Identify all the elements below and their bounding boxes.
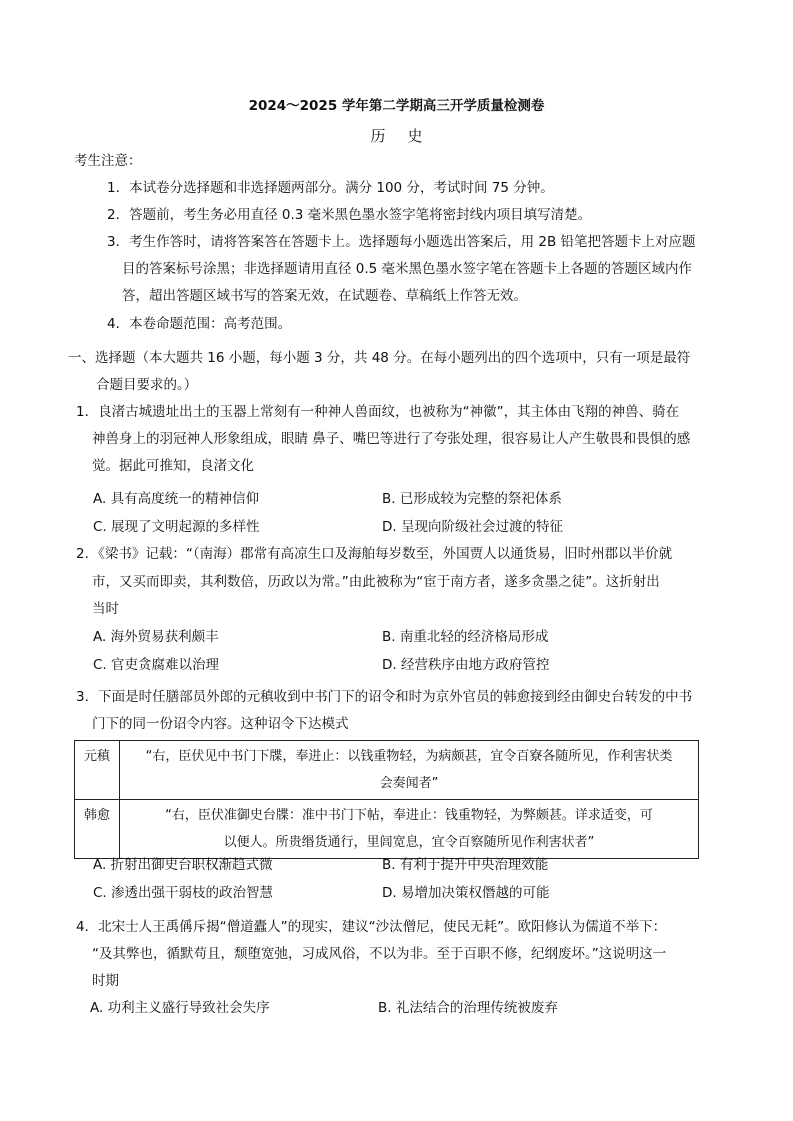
table-cell-name: 韩愈 <box>75 800 120 859</box>
section-heading: 一、选择题（本大题共 16 小题，每小题 3 分，共 48 分。在每小题列出的四个选项中，只有一项是最符 <box>68 350 691 366</box>
exam-title: 2024～2025 学年第二学期高三开学质量检测卷 <box>248 98 545 114</box>
option-b[interactable]: B. 已形成较为完整的祭祀体系 <box>382 491 562 507</box>
option-c[interactable]: C. 渗透出强干弱枝的政治智慧 <box>93 885 274 901</box>
question-stem: 2．《梁书》记载：“（南海）郡常有高凉生口及海舶每岁数至，外国贾人以通货易，旧时州郡以半价就 <box>76 546 673 562</box>
notice-item: 2．答题前，考生务必用直径 0.3 毫米黑色墨水签字笔将密封线内项目填写清楚。 <box>107 207 592 223</box>
option-b[interactable]: B. 有利于提升中央治理效能 <box>382 857 549 873</box>
notice-item: 4．本卷命题范围：高考范围。 <box>107 316 292 332</box>
question-stem: 1．良渚古城遗址出土的玉器上常刻有一种神人兽面纹，也被称为“神徽”，其主体由飞翔的神兽、骑在 <box>76 404 680 420</box>
option-a[interactable]: A. 功利主义盛行导致社会失序 <box>90 1000 270 1016</box>
option-b[interactable]: B. 南重北轻的经济格局形成 <box>382 629 549 645</box>
option-d[interactable]: D. 易增加决策权僭越的可能 <box>382 885 550 901</box>
table-cell-text <box>120 800 699 859</box>
table-cell-line: 以便人。所贵缗货通行，里闾宽息，宜令百察随所见作利害状者” <box>223 835 595 850</box>
question-stem: 市，又买而即卖，其利数倍，历政以为常。”由此被称为“宦于南方者，遂多贪墨之徒”。这折射出 <box>92 574 660 590</box>
question-stem: 3．下面是时任膳部员外郎的元稹收到中书门下的诏令和时为京外官员的韩愈接到经由御史台转发的中书 <box>76 689 693 705</box>
option-a[interactable]: A. 折射出御史台职权渐趋式微 <box>93 857 273 873</box>
question-stem: 神兽身上的羽冠神人形象组成，眼睛 鼻子、嘴巴等进行了夸张处理，很容易让人产生敬畏和畏惧的感 <box>92 431 691 447</box>
option-c[interactable]: C. 官吏贪腐难以治理 <box>93 657 220 673</box>
notice-heading: 考生注意： <box>74 153 142 169</box>
option-b[interactable]: B. 礼法结合的治理传统被废弃 <box>378 1000 558 1016</box>
option-a[interactable]: A. 海外贸易获利颇丰 <box>93 629 219 645</box>
notice-item-cont: 目的答案标号涂黑；非选择题请用直径 0.5 毫米黑色墨水签字笔在答题卡上各题的答题区域内作 <box>122 261 693 277</box>
table-cell-line: “右，臣伏见中书门下牒，奉进止：以钱重物轻，为病颇甚，宜令百寮各随所见，作利害状类 <box>145 749 673 764</box>
edict-table <box>74 740 699 859</box>
question-stem: “及其弊也，循默苟且，颓堕宽弛，习成风俗，不以为非。至于百职不修，纪纲废坏。”这说明这一 <box>92 946 667 962</box>
table-cell-line: 会奏闻者” <box>379 776 439 791</box>
option-c[interactable]: C. 展现了文明起源的多样性 <box>93 519 260 535</box>
option-d[interactable]: D. 呈现向阶级社会过渡的特征 <box>382 519 563 535</box>
option-d[interactable]: D. 经营秩序由地方政府管控 <box>382 657 550 673</box>
section-heading-cont: 合题目要求的。） <box>96 377 198 393</box>
table-cell-line: “右，臣伏准御史台牒：准中书门下帖，奉进止：钱重物轻，为弊颇甚。详求适变，可 <box>165 808 653 823</box>
table-cell-text <box>120 741 699 800</box>
table-row <box>75 741 699 800</box>
option-a[interactable]: A. 具有高度统一的精神信仰 <box>93 491 260 507</box>
notice-item-cont: 答，超出答题区域书写的答案无效，在试题卷、草稿纸上作答无效。 <box>122 288 527 304</box>
question-stem: 门下的同一份诏令内容。这种诏令下达模式 <box>92 716 349 732</box>
question-stem: 时期 <box>92 973 119 989</box>
table-cell-name: 元稹 <box>75 741 120 800</box>
question-stem: 觉。据此可推知，良渚文化 <box>92 458 254 474</box>
question-stem: 当时 <box>92 601 119 617</box>
subject-title: 历史 <box>370 127 445 145</box>
table-row <box>75 800 699 859</box>
notice-item: 3．考生作答时，请将答案答在答题卡上。选择题每小题选出答案后，用 2B 铅笔把答题卡上对应题 <box>107 234 696 250</box>
notice-item: 1．本试卷分选择题和非选择题两部分。满分 100 分，考试时间 75 分钟。 <box>107 180 554 196</box>
question-stem: 4．北宋士人王禹偁斥揭“僧道蠹人”的现实，建议“沙汰僧尼，使民无耗”。欧阳修认为儒道不举下： <box>76 919 667 935</box>
